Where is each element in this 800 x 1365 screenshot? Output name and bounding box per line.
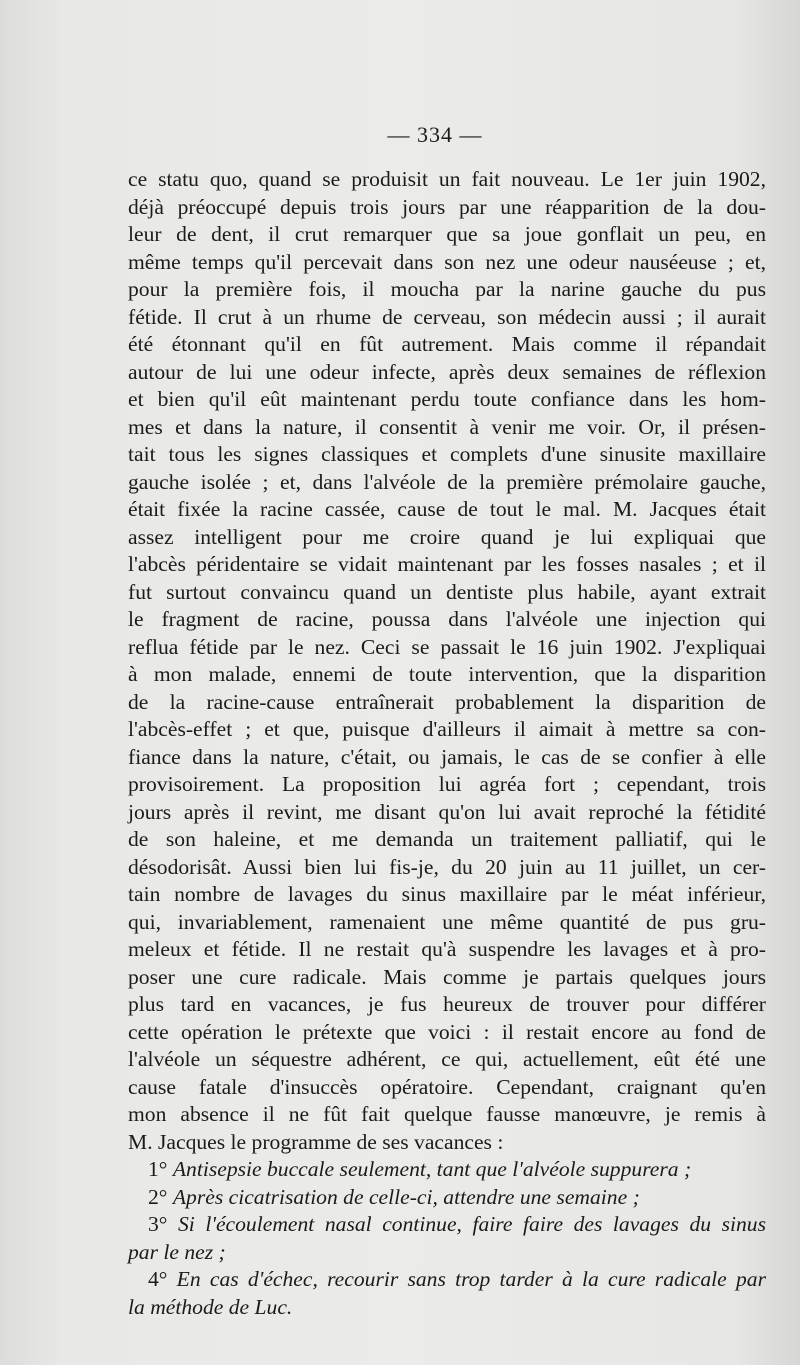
text-line: de son haleine, et me demanda un traitement palliatif, qui le xyxy=(128,827,766,851)
program-item-number: 1° xyxy=(148,1157,173,1181)
text-line: cause fatale d'insuccès opératoire. Cependant, craignant qu'en xyxy=(128,1074,766,1099)
text-line: plus tard en vacances, je fus heureux de trouver pour différer xyxy=(128,992,766,1016)
text-line: provisoirement. La proposition lui agréa fort ; cependant, trois xyxy=(128,772,766,796)
text-line: de la racine-cause entraînerait probablement la disparition de xyxy=(128,689,766,714)
program-item-number: 4° xyxy=(148,1267,177,1291)
text-line: reflua fétide par le nez. Ceci se passait le 16 juin 1902. J'expliquai xyxy=(128,634,766,659)
text-line: autour de lui une odeur infecte, après deux semaines de réflexion xyxy=(128,359,766,384)
text-line: assez intelligent pour me croire quand je lui expliquai que xyxy=(128,524,766,549)
text-line: meleux et fétide. Il ne restait qu'à suspendre les lavages et à pro- xyxy=(128,937,766,961)
text-line: qui, invariablement, ramenaient une même quantité de pus gru- xyxy=(128,909,766,934)
program-item-text: Antisepsie buccale seulement, tant que l'alvéole suppurera ; xyxy=(172,1157,692,1181)
program-item xyxy=(128,1184,766,1212)
program-item-number: 2° xyxy=(148,1184,173,1209)
page-number: — 334 — xyxy=(387,122,483,147)
text-line: poser une cure radicale. Mais comme je partais quelques jours xyxy=(128,964,766,989)
text-line: l'abcès péridentaire se vidait maintenant par les fosses nasales ; et il xyxy=(128,552,766,576)
text-line: fiance dans la nature, c'était, ou jamais, le cas de se confier à elle xyxy=(128,744,766,769)
text-line: était fixée la racine cassée, cause de tout le mal. M. Jacques était xyxy=(128,497,766,521)
program-item-text: Si l'écoulement nasal continue, faire faire des lavages du sinus xyxy=(178,1212,766,1236)
text-line: leur de dent, il crut remarquer que sa joue gonflait un peu, en xyxy=(128,222,766,246)
body-text xyxy=(128,166,766,1321)
program-item xyxy=(128,1156,766,1184)
paragraph xyxy=(128,166,766,1156)
text-line: pour la première fois, il moucha par la narine gauche du pus xyxy=(128,277,766,301)
program-item xyxy=(128,1211,766,1239)
text-line: l'abcès-effet ; et que, puisque d'ailleurs il aimait à mettre sa con- xyxy=(128,717,766,741)
text-line: désodorisât. Aussi bien lui fis-je, du 20 juin au 11 juillet, un cer- xyxy=(128,854,766,879)
text-line: cette opération le prétexte que voici : il restait encore au fond de xyxy=(128,1019,766,1044)
text-line: fétide. Il crut à un rhume de cerveau, son médecin aussi ; il aurait xyxy=(128,304,766,329)
text-line: tait tous les signes classiques et complets d'une sinusite maxillaire xyxy=(128,442,766,466)
text-line: jours après il revint, me disant qu'on lui avait reproché la fétidité xyxy=(128,799,766,824)
program-item-text: En cas d'échec, recourir sans trop tarder à la cure radicale par xyxy=(176,1267,766,1291)
program-item xyxy=(128,1266,766,1294)
text-line: gauche isolée ; et, dans l'alvéole de la première prémolaire gauche, xyxy=(128,469,766,494)
program-item-text: Après cicatrisation de celle-ci, attendre une semaine ; xyxy=(172,1184,640,1209)
text-line: tain nombre de lavages du sinus maxillaire par le méat inférieur, xyxy=(128,882,766,906)
program-item-continuation: par le nez ; xyxy=(128,1239,226,1264)
text-line: déjà préoccupé depuis trois jours par une réapparition de la dou- xyxy=(128,194,766,219)
text-line: été étonnant qu'il en fût autrement. Mais comme il répandait xyxy=(128,332,766,356)
text-line: mon absence il ne fût fait quelque fausse manœuvre, je remis à xyxy=(128,1102,766,1126)
program-list xyxy=(128,1156,766,1321)
text-line: et bien qu'il eût maintenant perdu toute confiance dans les hom- xyxy=(128,387,766,411)
text-line: à mon malade, ennemi de toute intervention, que la disparition xyxy=(128,662,766,686)
text-line: M. Jacques le programme de ses vacances : xyxy=(128,1129,504,1154)
program-item-continuation: la méthode de Luc. xyxy=(128,1294,293,1319)
text-line: ce statu quo, quand se produisit un fait nouveau. Le 1er juin 1902, xyxy=(128,167,766,191)
program-item-number: 3° xyxy=(148,1212,178,1236)
text-line: l'alvéole un séquestre adhérent, ce qui, actuellement, eût été une xyxy=(128,1047,766,1071)
text-line: le fragment de racine, poussa dans l'alvéole une injection qui xyxy=(128,607,766,631)
text-line: même temps qu'il percevait dans son nez une odeur nauséeuse ; et, xyxy=(128,249,766,274)
text-line: mes et dans la nature, il consentit à venir me voir. Or, il présen- xyxy=(128,414,766,439)
text-line: fut surtout convaincu quand un dentiste plus habile, ayant extrait xyxy=(128,579,766,604)
